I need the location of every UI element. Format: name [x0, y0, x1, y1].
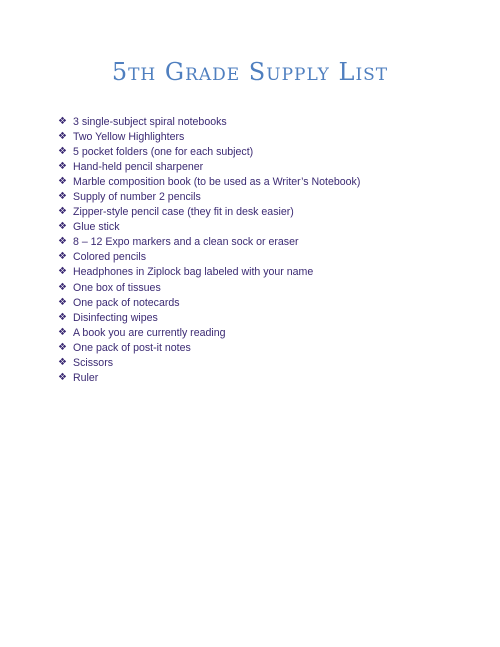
- list-item: [58, 129, 360, 144]
- list-item-text: Headphones in Ziplock bag labeled with your name: [73, 266, 314, 279]
- list-item: [58, 205, 360, 220]
- list-item: [58, 295, 360, 310]
- diamond-bullet-icon: ❖: [58, 326, 67, 338]
- list-item: [58, 280, 360, 295]
- diamond-bullet-icon: ❖: [58, 341, 67, 353]
- list-item-text: Ruler: [73, 372, 99, 385]
- diamond-bullet-icon: ❖: [58, 311, 67, 323]
- list-item-text: Zipper-style pencil case (they fit in desk easier): [73, 206, 294, 219]
- diamond-bullet-icon: ❖: [58, 130, 67, 142]
- list-item: [58, 159, 360, 174]
- list-item-text: Colored pencils: [73, 251, 147, 264]
- diamond-bullet-icon: ❖: [58, 115, 67, 127]
- supply-list: [58, 114, 360, 386]
- list-item-text: 5 pocket folders (one for each subject): [73, 145, 254, 158]
- list-item-text: Hand-held pencil sharpener: [73, 160, 204, 173]
- list-item-text: 3 single-subject spiral notebooks: [73, 115, 227, 128]
- list-item-text: Disinfecting wipes: [73, 311, 158, 324]
- list-item: [58, 220, 360, 235]
- diamond-bullet-icon: ❖: [58, 206, 67, 218]
- diamond-bullet-icon: ❖: [58, 236, 67, 248]
- list-item: [58, 340, 360, 355]
- diamond-bullet-icon: ❖: [58, 160, 67, 172]
- diamond-bullet-icon: ❖: [58, 266, 67, 278]
- diamond-bullet-icon: ❖: [58, 175, 67, 187]
- list-item: [58, 371, 360, 386]
- list-item-text: One box of tissues: [73, 281, 161, 294]
- diamond-bullet-icon: ❖: [58, 221, 67, 233]
- list-item: [58, 174, 360, 189]
- list-item-text: A book you are currently reading: [73, 326, 226, 339]
- list-item: [58, 325, 360, 340]
- diamond-bullet-icon: ❖: [58, 281, 67, 293]
- list-item: [58, 310, 360, 325]
- list-item: [58, 356, 360, 371]
- diamond-bullet-icon: ❖: [58, 357, 67, 369]
- list-item: [58, 114, 360, 129]
- list-item-text: 8 – 12 Expo markers and a clean sock or eraser: [73, 236, 299, 249]
- diamond-bullet-icon: ❖: [58, 296, 67, 308]
- diamond-bullet-icon: ❖: [58, 191, 67, 203]
- diamond-bullet-icon: ❖: [58, 145, 67, 157]
- page-title: 5th Grade Supply List: [111, 58, 389, 86]
- list-item: [58, 189, 360, 204]
- list-item-text: Two Yellow Highlighters: [73, 130, 185, 143]
- list-item-text: One pack of notecards: [73, 296, 180, 309]
- list-item: [58, 144, 360, 159]
- list-item-text: Scissors: [73, 357, 114, 370]
- list-item: [58, 265, 360, 280]
- diamond-bullet-icon: ❖: [58, 372, 67, 384]
- list-item-text: Supply of number 2 pencils: [73, 191, 201, 204]
- diamond-bullet-icon: ❖: [58, 251, 67, 263]
- list-item-text: Glue stick: [73, 221, 120, 234]
- list-item-text: Marble composition book (to be used as a Writer’s Notebook): [73, 175, 361, 188]
- list-item-text: One pack of post-it notes: [73, 341, 191, 354]
- list-item: [58, 235, 360, 250]
- list-item: [58, 250, 360, 265]
